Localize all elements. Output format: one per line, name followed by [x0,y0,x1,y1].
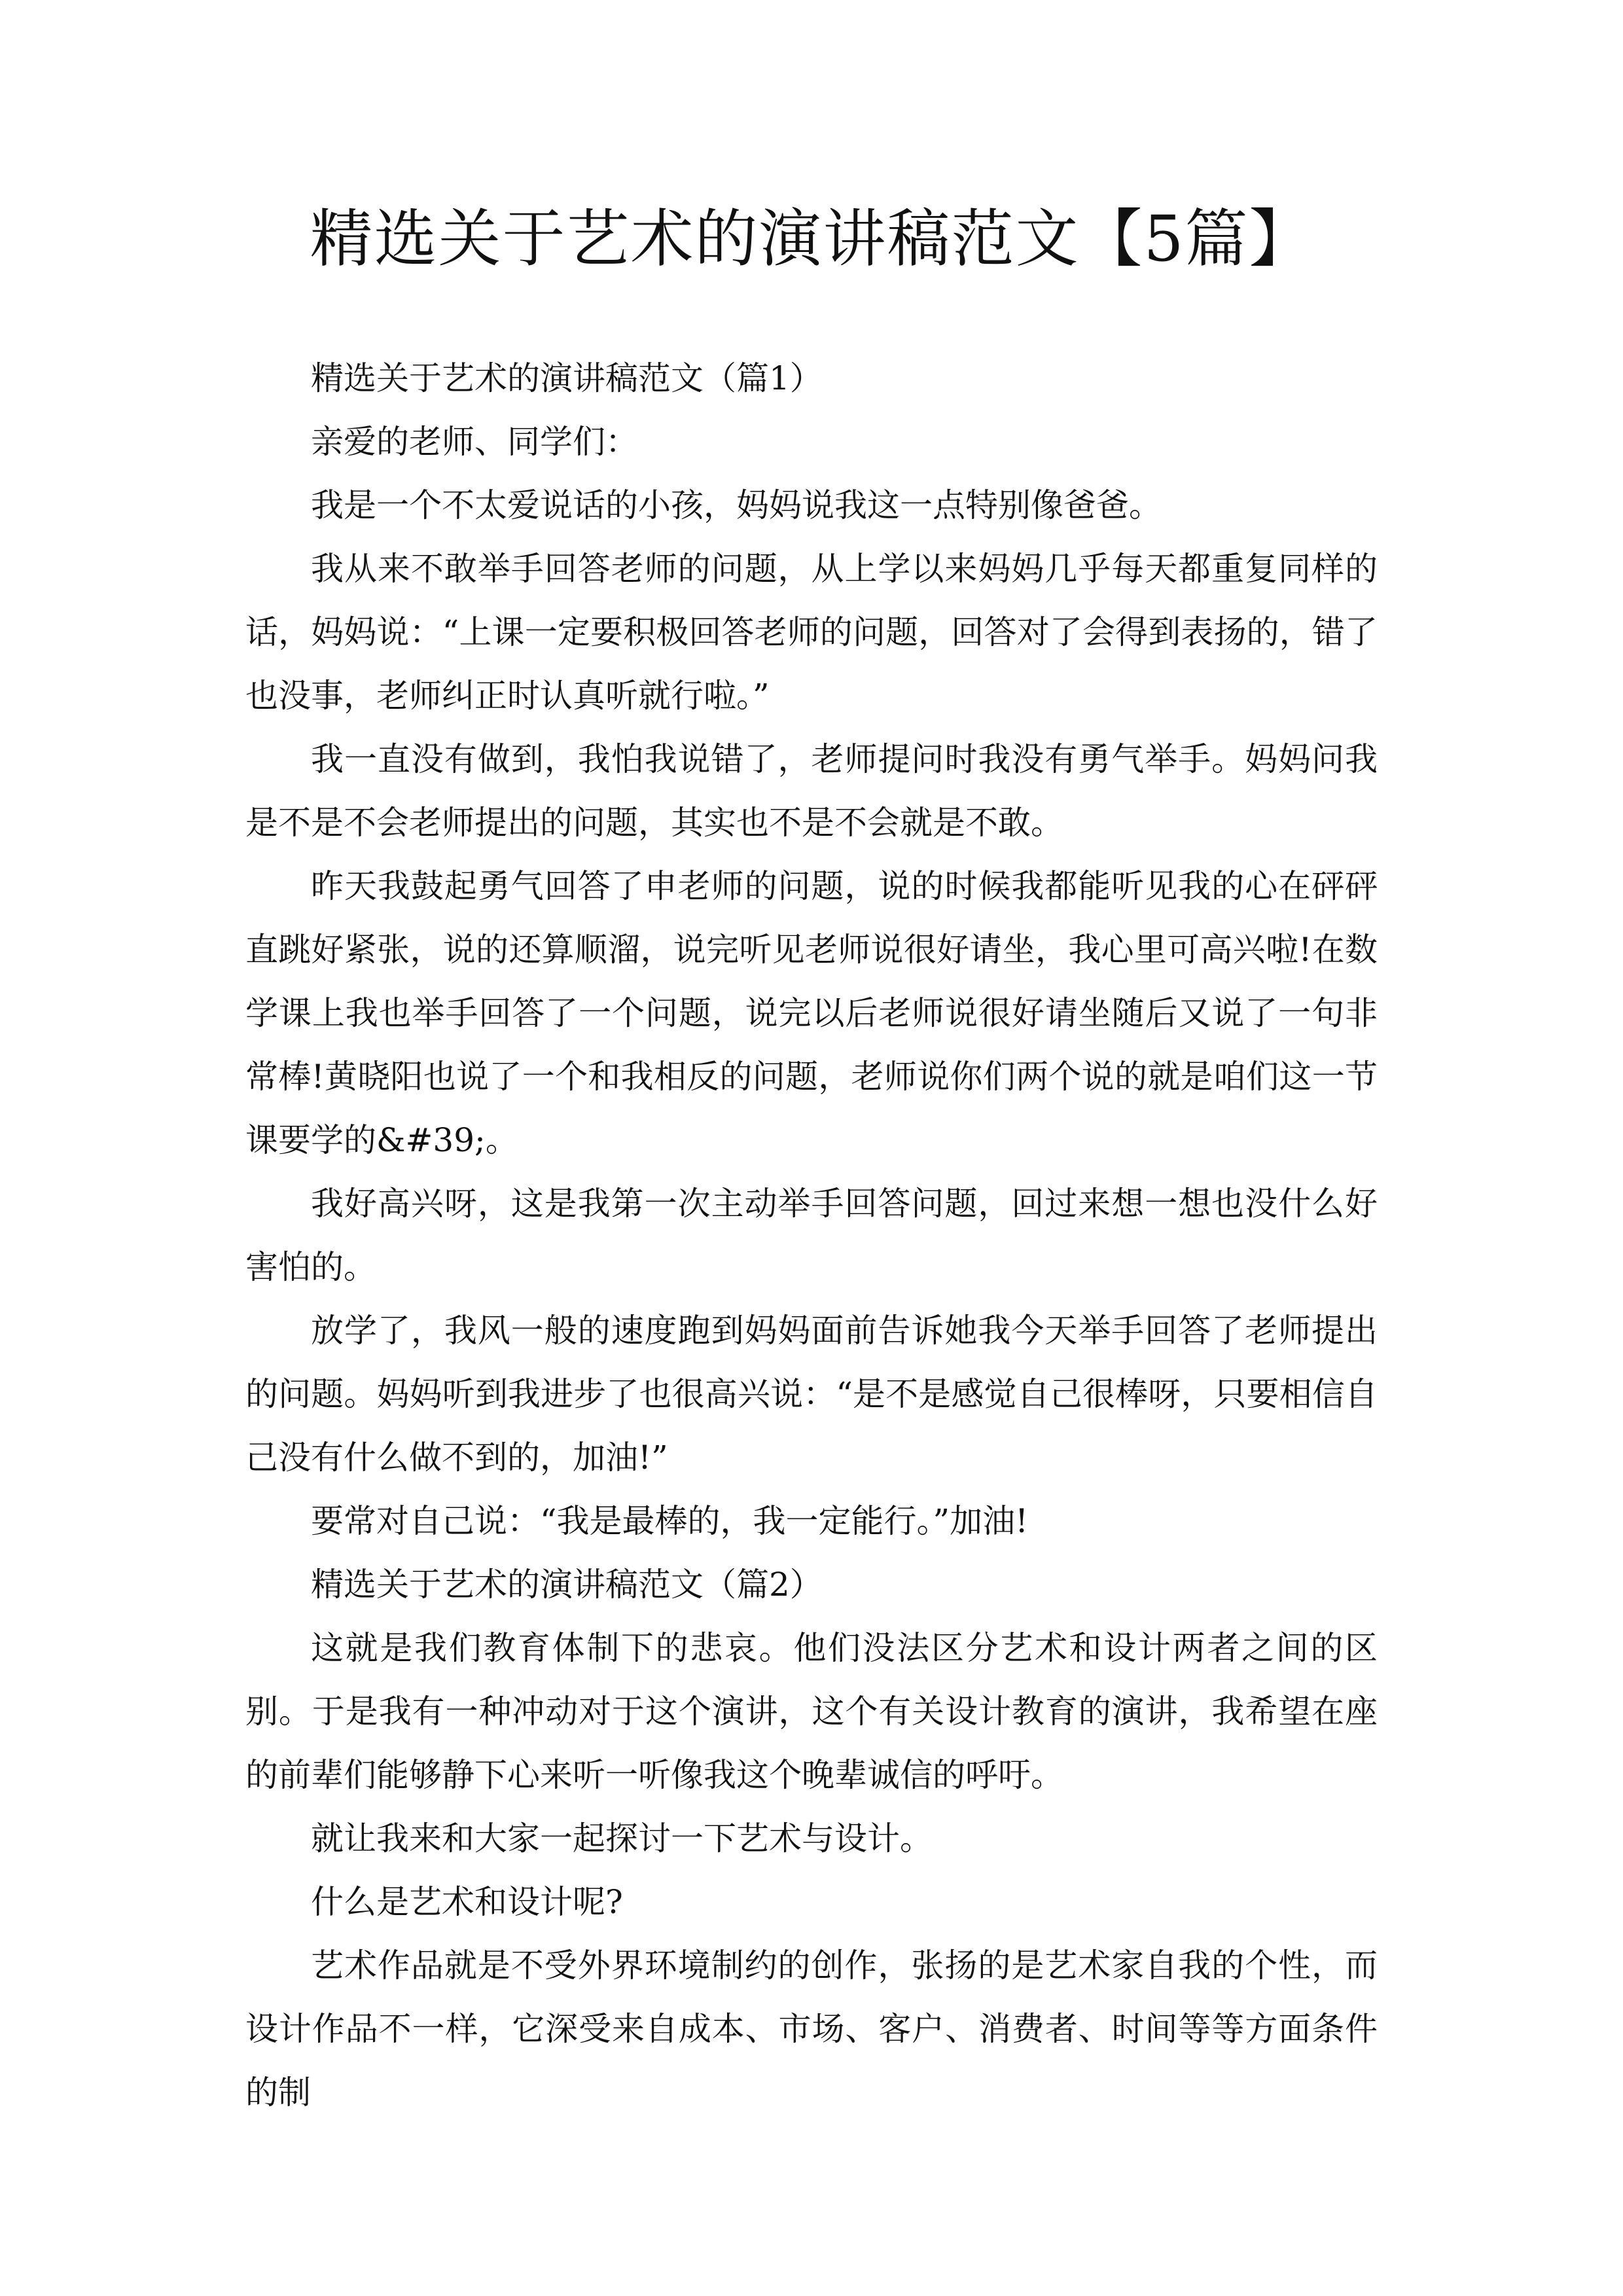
paragraph: 什么是艺术和设计呢? [311,1883,623,1921]
paragraph: 我是一个不太爱说话的小孩，妈妈说我这一点特别像爸爸。 [311,486,1162,524]
paragraph-section-heading-1: 精选关于艺术的演讲稿范文（篇1） [311,359,823,397]
paragraph: 我好高兴呀，这是我第一次主动举手回答问题，回过来想一想也没什么好害怕的。 [245,1185,1378,1286]
document-title: 精选关于艺术的演讲稿范文【5篇】 [310,202,1313,276]
paragraph: 放学了，我风一般的速度跑到妈妈面前告诉她我今天举手回答了老师提出的问题。妈妈听到我进步了也很高兴说：“是不是感觉自己很棒呀，只要相信自己没有什么做不到的，加油!” [245,1312,1378,1477]
paragraph: 就让我来和大家一起探讨一下艺术与设计。 [311,1820,933,1857]
paragraph-section-heading-2: 精选关于艺术的演讲稿范文（篇2） [311,1566,823,1604]
paragraph-greeting: 亲爱的老师、同学们： [311,423,638,461]
paragraph: 我从来不敢举手回答老师的问题，从上学以来妈妈几乎每天都重复同样的话，妈妈说：“上课一定要积极回答老师的问题，回答对了会得到表扬的，错了也没事，老师纠正时认真听就行啦。” [245,550,1378,715]
paragraph: 艺术作品就是不受外界环境制约的创作，张扬的是艺术家自我的个性，而设计作品不一样，它深受来自成本、市场、客户、消费者、时间等等方面条件的制 [245,1946,1378,2111]
paragraph: 这就是我们教育体制下的悲哀。他们没法区分艺术和设计两者之间的区别。于是我有一种冲动对于这个演讲，这个有关设计教育的演讲，我希望在座的前辈们能够静下心来听一听像我这个晚辈诚信的呼吁。 [245,1629,1378,1794]
paragraph: 要常对自己说：“我是最棒的，我一定能行。”加油! [311,1502,1029,1540]
paragraph: 昨天我鼓起勇气回答了申老师的问题，说的时候我都能听见我的心在砰砰直跳好紧张，说的还算顺溜，说完听见老师说很好请坐，我心里可高兴啦!在数学课上我也举手回答了一个问题，说完以后老师说很好请坐随后又说了一句非常棒!黄晓阳也说了一个和我相反的问题，老师说你们两个说的就是咱们这一节课要学的&#39;。 [245,867,1378,1159]
document-body [245,347,1378,2125]
paragraph: 我一直没有做到，我怕我说错了，老师提问时我没有勇气举手。妈妈问我是不是不会老师提出的问题，其实也不是不会就是不敢。 [245,740,1378,842]
